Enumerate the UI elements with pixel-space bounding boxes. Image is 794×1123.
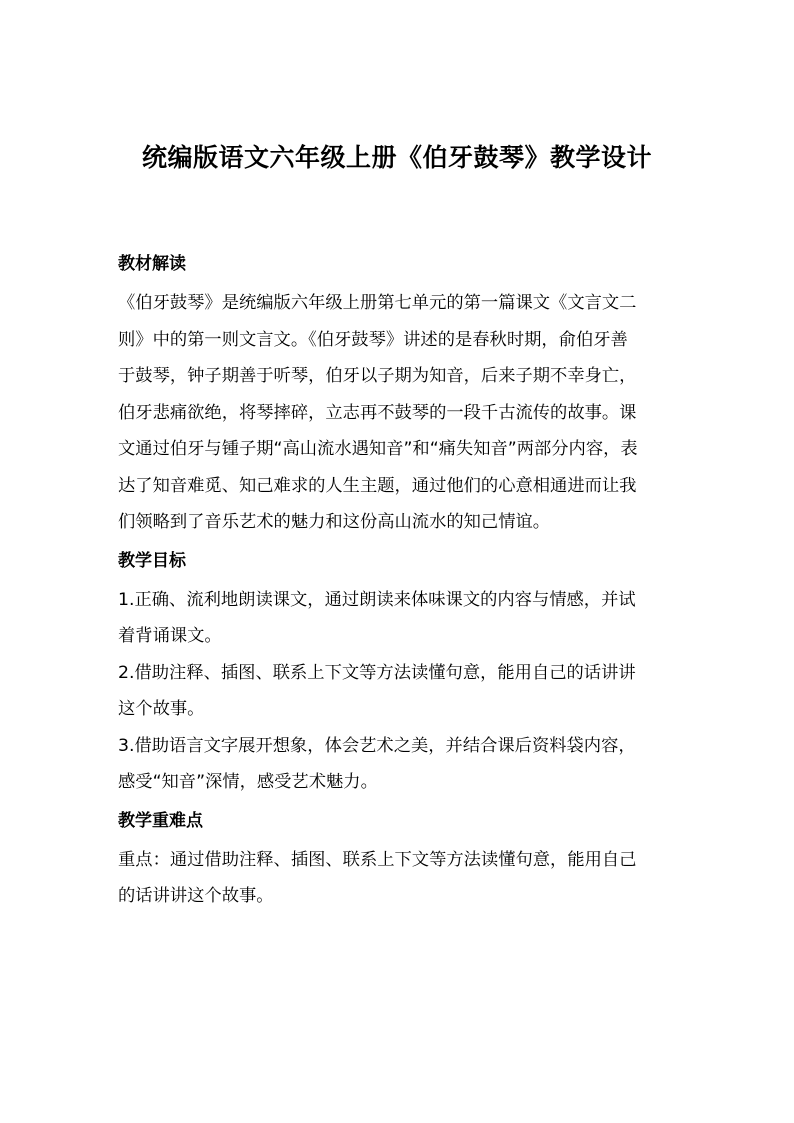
paragraph-line: 达了知音难觅、知己难求的人生主题，通过他们的心意相通进而让我	[118, 475, 637, 496]
key-points-paragraph	[118, 842, 680, 915]
teaching-goal-item-3	[118, 728, 680, 801]
section-heading-teaching-goals: 教学目标	[118, 550, 186, 571]
teaching-goal-item-2	[118, 655, 680, 728]
paragraph-line: 于鼓琴，钟子期善于听琴，伯牙以子期为知音，后来子期不幸身亡，	[118, 366, 637, 386]
document-body	[118, 248, 680, 915]
paragraph-line: 这个故事。	[118, 699, 205, 719]
section-heading-textbook-reading: 教材解读	[118, 254, 186, 274]
textbook-reading-paragraph	[118, 285, 680, 541]
document-title: 统编版语文六年级上册《伯牙鼓琴》教学设计	[141, 143, 652, 172]
teaching-goal-item-1	[118, 582, 680, 655]
paragraph-line: 《伯牙鼓琴》是统编版六年级上册第七单元的第一篇课文《文言文二	[118, 293, 637, 313]
paragraph-line: 1.正确、流利地朗读课文，通过朗读来体味课文的内容与情感，并试	[118, 589, 636, 610]
paragraph-line: 文通过伯牙与锺子期“高山流水遇知音”和“痛失知音”两部分内容，表	[118, 439, 638, 459]
paragraph-line: 则》中的第一则文言文。《伯牙鼓琴》讲述的是春秋时期，俞伯牙善	[118, 329, 628, 350]
paragraph-line: 重点：通过借助注释、插图、联系上下文等方法读懂句意，能用自己	[118, 849, 637, 870]
paragraph-line: 2.借助注释、插图、联系上下文等方法读懂句意，能用自己的话讲讲	[118, 662, 636, 683]
paragraph-line: 着背诵课文。	[118, 626, 222, 646]
paragraph-line: 感受“知音”深情，感受艺术魅力。	[118, 772, 378, 792]
paragraph-line: 伯牙悲痛欲绝，将琴摔碎，立志再不鼓琴的一段千古流传的故事。课	[118, 402, 637, 423]
paragraph-line: 们领略到了音乐艺术的魅力和这份高山流水的知己情谊。	[118, 512, 551, 532]
paragraph-line: 的话讲讲这个故事。	[118, 886, 274, 906]
paragraph-line: 3.借助语言文字展开想象，体会艺术之美，并结合课后资料袋内容，	[118, 735, 636, 756]
section-heading-key-difficult-points: 教学重难点	[118, 810, 203, 831]
